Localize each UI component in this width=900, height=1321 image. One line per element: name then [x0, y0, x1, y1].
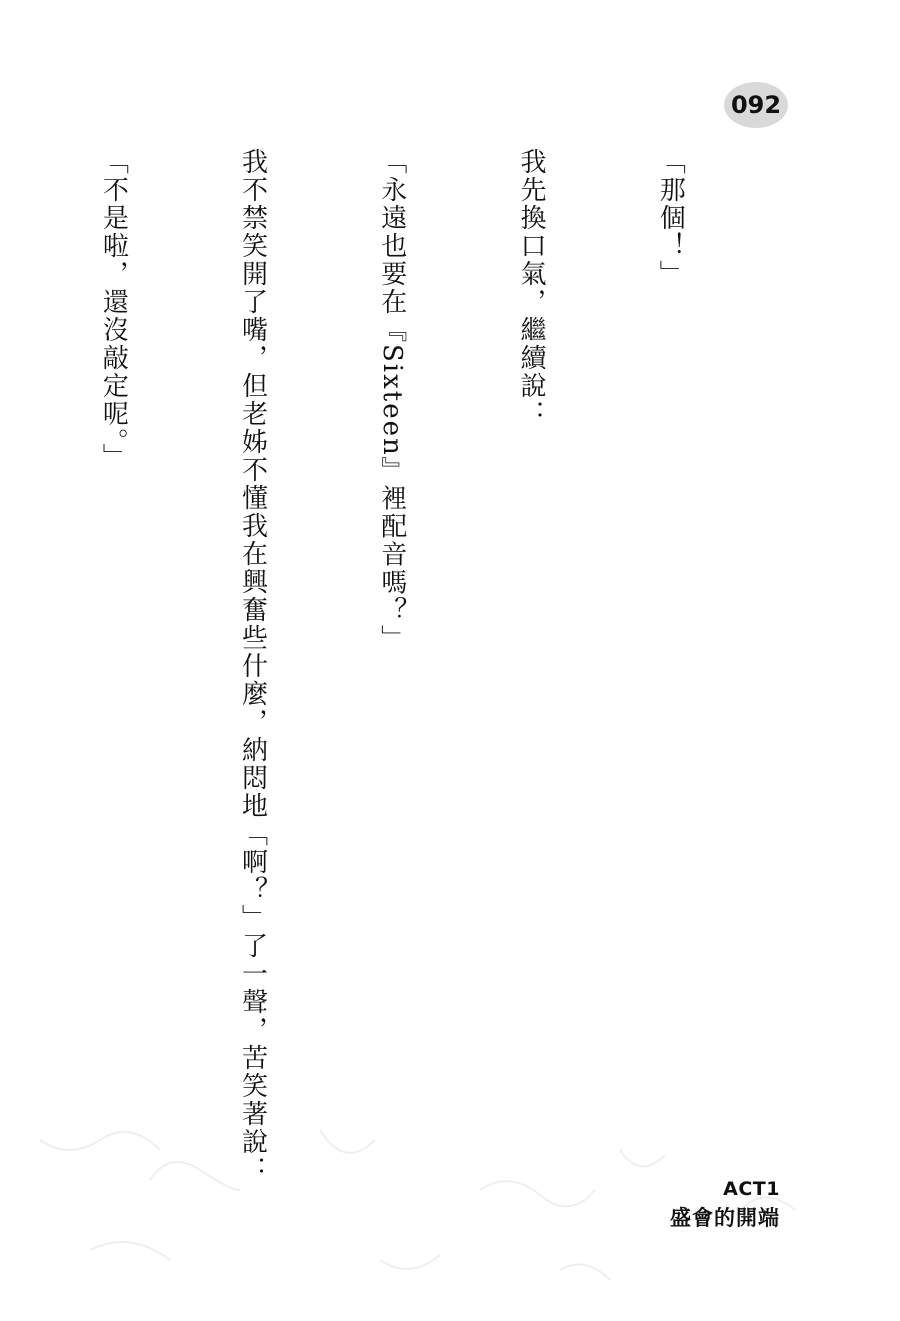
text-line: 我先換口氣，繼續說： — [515, 148, 546, 428]
footer-act: ACT1 — [723, 1178, 780, 1200]
text-line: 「永遠也要在『Sixteen』裡配音嗎？」 — [376, 148, 407, 653]
text-line: 「不是啦，還沒敲定呢。」 — [98, 148, 129, 471]
text-line: 我不禁笑開了嘴，但老姊不懂我在興奮些什麼，納悶地「啊？」了一聲，苦笑著說： — [237, 148, 268, 1184]
body-text — [0, 148, 786, 1184]
text-line: 「那個！」 — [655, 148, 686, 288]
chapter-footer — [670, 1178, 780, 1232]
footer-chapter-title: 盛會的開端 — [670, 1206, 780, 1230]
page-number: 092 — [724, 82, 788, 128]
